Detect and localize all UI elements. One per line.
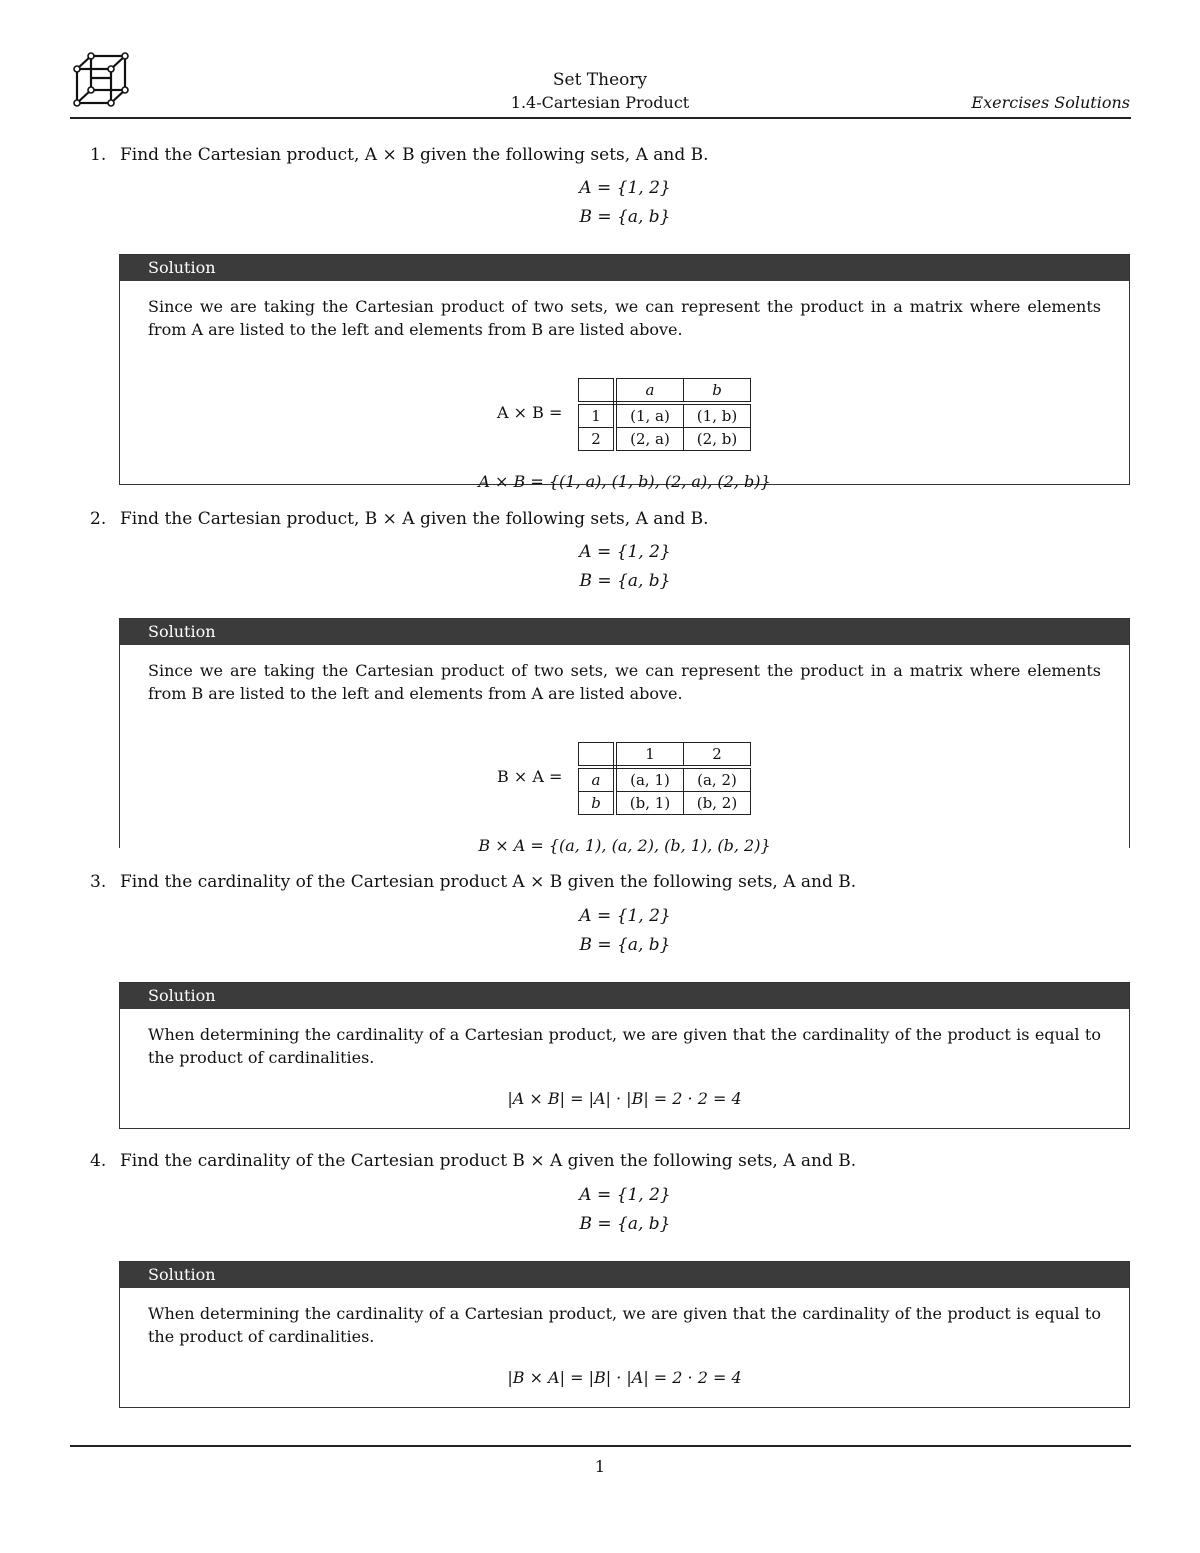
solution-explanation: When determining the cardinality of a Cartesian product, we are given that the cardinality of the product is equal to the product of cardinalities. [148,1304,1101,1346]
solution-box-4 [119,1261,1130,1408]
matrix-cell: a [615,379,684,404]
set-a: A = {1, 2} [579,906,671,926]
matrix-cell: b [684,379,751,404]
matrix-cell: a [579,767,616,792]
question-text: Find the Cartesian product, A × B given the following sets, A and B. [120,145,709,165]
matrix-lhs: A × B = [497,403,563,422]
solution-result: B × A = {(a, 1), (a, 2), (b, 1), (b, 2)} [478,836,771,855]
question-text: Find the cardinality of the Cartesian product A × B given the following sets, A and B. [120,872,857,892]
product-matrix [578,742,751,815]
matrix-cell: (b, 1) [615,792,684,815]
solution-header: Solution [120,1262,1129,1288]
question-text: Find the cardinality of the Cartesian product B × A given the following sets, A and B. [120,1151,857,1171]
matrix-cell [579,743,616,768]
matrix-cell: (b, 2) [684,792,751,815]
solution-result: A × B = {(1, a), (1, b), (2, a), (2, b)} [478,472,771,491]
set-b: B = {a, b} [579,207,671,227]
matrix-lhs: B × A = [497,767,563,786]
header-title: Set Theory [552,70,648,90]
matrix-cell: (2, b) [684,428,751,451]
footer-rule [70,1445,1131,1447]
solution-box-2 [119,618,1130,855]
matrix-cell: b [579,792,616,815]
matrix-cell: (1, a) [615,403,684,428]
header-rule [70,117,1131,119]
set-a: A = {1, 2} [579,1185,671,1205]
solution-result: |B × A| = |B| · |A| = 2 · 2 = 4 [507,1368,742,1387]
matrix-cell: (a, 1) [615,767,684,792]
page-number: 1 [594,1457,606,1476]
set-a: A = {1, 2} [579,542,671,562]
set-b: B = {a, b} [579,1214,671,1234]
question-number: 2. [90,509,107,529]
question-number: 1. [90,145,107,165]
question-number: 4. [90,1151,107,1171]
question-text: Find the Cartesian product, B × A given the following sets, A and B. [120,509,709,529]
solution-header: Solution [120,983,1129,1009]
matrix-cell: (1, b) [684,403,751,428]
set-b: B = {a, b} [579,571,671,591]
set-b: B = {a, b} [579,935,671,955]
matrix-cell: (a, 2) [684,767,751,792]
header-right: Exercises Solutions [971,93,1130,112]
matrix-cell: 2 [579,428,616,451]
solution-box-1 [119,254,1130,491]
solution-explanation: When determining the cardinality of a Cartesian product, we are given that the cardinality of the product is equal to the product of cardinalities. [148,1025,1101,1067]
matrix-cell: 2 [684,743,751,768]
solution-explanation: Since we are taking the Cartesian product of two sets, we can represent the product in a matrix where elements from B are listed to the left and elements from A are listed above. [148,661,1101,703]
solution-header: Solution [120,255,1129,281]
product-matrix [578,378,751,451]
solution-box-3 [119,982,1130,1129]
matrix-cell: 1 [579,403,616,428]
solution-header: Solution [120,619,1129,645]
matrix-cell [579,379,616,404]
matrix-cell: (2, a) [615,428,684,451]
set-a: A = {1, 2} [579,178,671,198]
question-number: 3. [90,872,107,892]
header-subtitle: 1.4-Cartesian Product [510,93,690,112]
solution-result: |A × B| = |A| · |B| = 2 · 2 = 4 [507,1089,742,1108]
solution-explanation: Since we are taking the Cartesian product of two sets, we can represent the product in a matrix where elements from A are listed to the left and elements from B are listed above. [148,297,1101,339]
matrix-cell: 1 [615,743,684,768]
